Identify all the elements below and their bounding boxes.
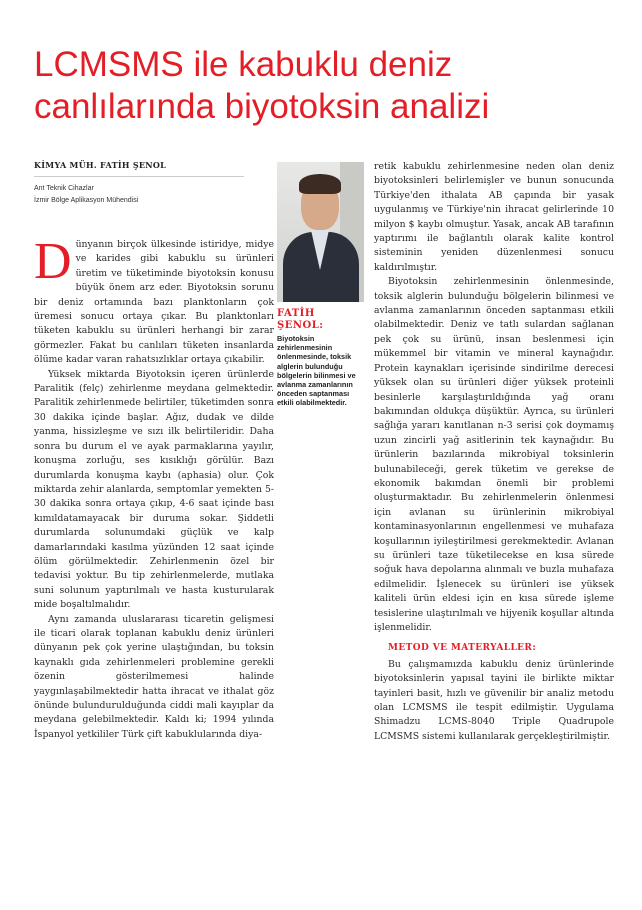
body-paragraph: retik kabuklu zehirlenmesine neden olan deniz biyotoksinleri belirlemişler ve bunun sonucunda Türkiye'den ithalata AB çapında bir yasak uygulanmış ve Türkiye'nin ihracat gelirlerinde 10 milyon $ kaybı olmuştur. Yasak, ancak AB tarafının yaptırımı ile bağlantılı olarak kalite kontrol sisteminin yeniden düzenlenmesi sonucu kaldırılmıştır. <box>374 161 614 273</box>
caption-name-line1: FATİH <box>277 308 315 319</box>
author-name: KİMYA MÜH. FATİH ŞENOL <box>34 160 244 177</box>
caption-name-line2: ŞENOL: <box>277 320 324 331</box>
author-block <box>34 160 244 207</box>
intro-text: ünyanın birçok ülkesinde istiridye, midye ve karides gibi kabuklu su ürünleri üretim ve tüketiminde biyotoksin konusu büyük önem arz eder. Biyotoksin sorunu bir deniz ortamında bazı planktonların çok üremesi sonucu ortaya çıkar. Bu planktonları tüketen kabuklu su ürünleri herhangi bir zarar görmezler. Fakat bu canlıları tüketen insanlarda ölüme kadar varan rahatsızlıklar ortaya çıkabilir. <box>34 239 274 366</box>
author-role: İzmir Bölge Aplikasyon Mühendisi <box>34 197 139 204</box>
author-photo <box>277 162 364 302</box>
photo-hair <box>299 174 341 194</box>
drop-cap: D <box>34 233 72 290</box>
body-paragraph: Biyotoksin zehirlenmesinin önlenmesinde, toksik alglerin bulunduğu bölgelerin bilinmesi ve avlanma zamanlarının önceden saptanması etkili olabilmektedir. Deniz ve tatlı sulardan sağlanan pek çok su ürünü, insan beslenmesi için mükemmel bir vitamin ve mineral kaynağıdır. Protein kaynakları içerisinde sindirilme derecesi yüksek olan su ürünleri diğer yüksek proteinli besinlerle karşılaştırıldığında yağ oranı bakımından oldukça düşüktür. Ayrıca, su ürünleri sağlığa yararı kanıtlanan n-3 serisi çok doymamış uzun zincirli yağ asitlerinin tek kaynağıdır. Bu ürünlerin bazılarında mikrobiyal toksinlerin bulunabileceği, gerek tüketim ve gerekse de ekonomik bakımdan önemli bir problemi oluşturmaktadır. Bu zehirlenmelerin önlenmesi için avlanan su ürünlerinin mikrobiyal kontaminasyonlarının engellenmesi ve muhafaza koşullarının iyileştirilmesi gerekmektedir. Avlanan su ürünleri taze tüketilecekse en kısa sürede soğuk hava depolarına alınmalı ve buzla muhafaza edilmelidir. İşlenecek su ürünleri ise yüksek kaliteli ürün eldesi için en kısa sürede işleme tesislerine ulaştırılmalı ve hijyenik koşullar altında işlenmelidir. <box>374 276 614 633</box>
author-company: Ant Teknik Cihazlar <box>34 185 94 192</box>
article-column-right <box>374 160 614 744</box>
body-paragraph: Aynı zamanda uluslararası ticaretin gelişmesi ile ticari olarak toplanan kabuklu deniz ürünleri dünyanın pek çok yerine ulaştığından, bu toksin kaynaklı gıda zehirlenmeleri problemine gerekli özenin gösterilmemesi halinde yaygınlaşabilmektedir hatta ihracat ve ithalat göz önünde bulundurulduğunda ciddi mali kayıplar da meydana gelebilmektedir. Kaldı ki; 1994 yılında İspanyol yetkililer Türk çift kabuklularında diya- <box>34 613 274 740</box>
body-paragraph: Bu çalışmamızda kabuklu deniz ürünlerinde biyotoksinlerin yapısal tayini ile birlikte miktar tayinleri basit, hızlı ve güvenilir bir analiz metodu olan LCMSMS ile tespit edilmiştir. Uygulama Shimadzu LCMS-8040 Triple Quadrupole LCMSMS sistemi kullanılarak gerçekleştirilmiştir. <box>374 658 614 742</box>
body-paragraph: Yüksek miktarda Biyotoksin içeren ürünlerde Paralitik (felç) zehirlenme meydana gelmektedir. Paralitik zehirlenmede belirtiler, tüketimden sonra 30 dakika içinde başlar. Ağız, dudak ve dilde yanma, hissizleşme ve sızı ilk belirtileridir. Daha sonra bu durum el ve ayak parmaklarına yayılır, konuşma zorluğu, ses kısıklığı görülür. Bazı durumlarda konuşma kaybı (aphasia) olur. Çok miktarda zehir alanlarda, semptomlar yemekten 5-30 dakika sonra ortaya çıkıp, 4-6 saat içinde bası kımıldatamayacak bir duruma sokar. Şiddetli durumlarda solunumdaki güçlük ve kalp damarlarındaki kasılma yüzünden 12 saat içinde ölüm görülmektedir. Zehirlenmenin özel bir tedavisi yoktur. Bu tip zehirlenmelerde, mutlaka suni solunum yaptırılmalı ve hasta kusturularak mide boşaltılmalıdır. <box>34 368 274 611</box>
section-heading: METOD VE MATERYALLER: <box>388 643 537 654</box>
article-column-left <box>34 233 274 742</box>
photo-caption <box>277 308 367 408</box>
caption-quote: Biyotoksin zehirlenmesinin önlenmesinde, toksik alglerin bulunduğu bölgelerin bilinmesi ve avlanma zamanlarının önceden saptanması etkili olabilmektedir. <box>277 334 356 408</box>
article-title: LCMSMS ile kabuklu deniz canlılarında biyotoksin analizi <box>34 45 490 126</box>
intro-paragraph <box>34 233 274 368</box>
